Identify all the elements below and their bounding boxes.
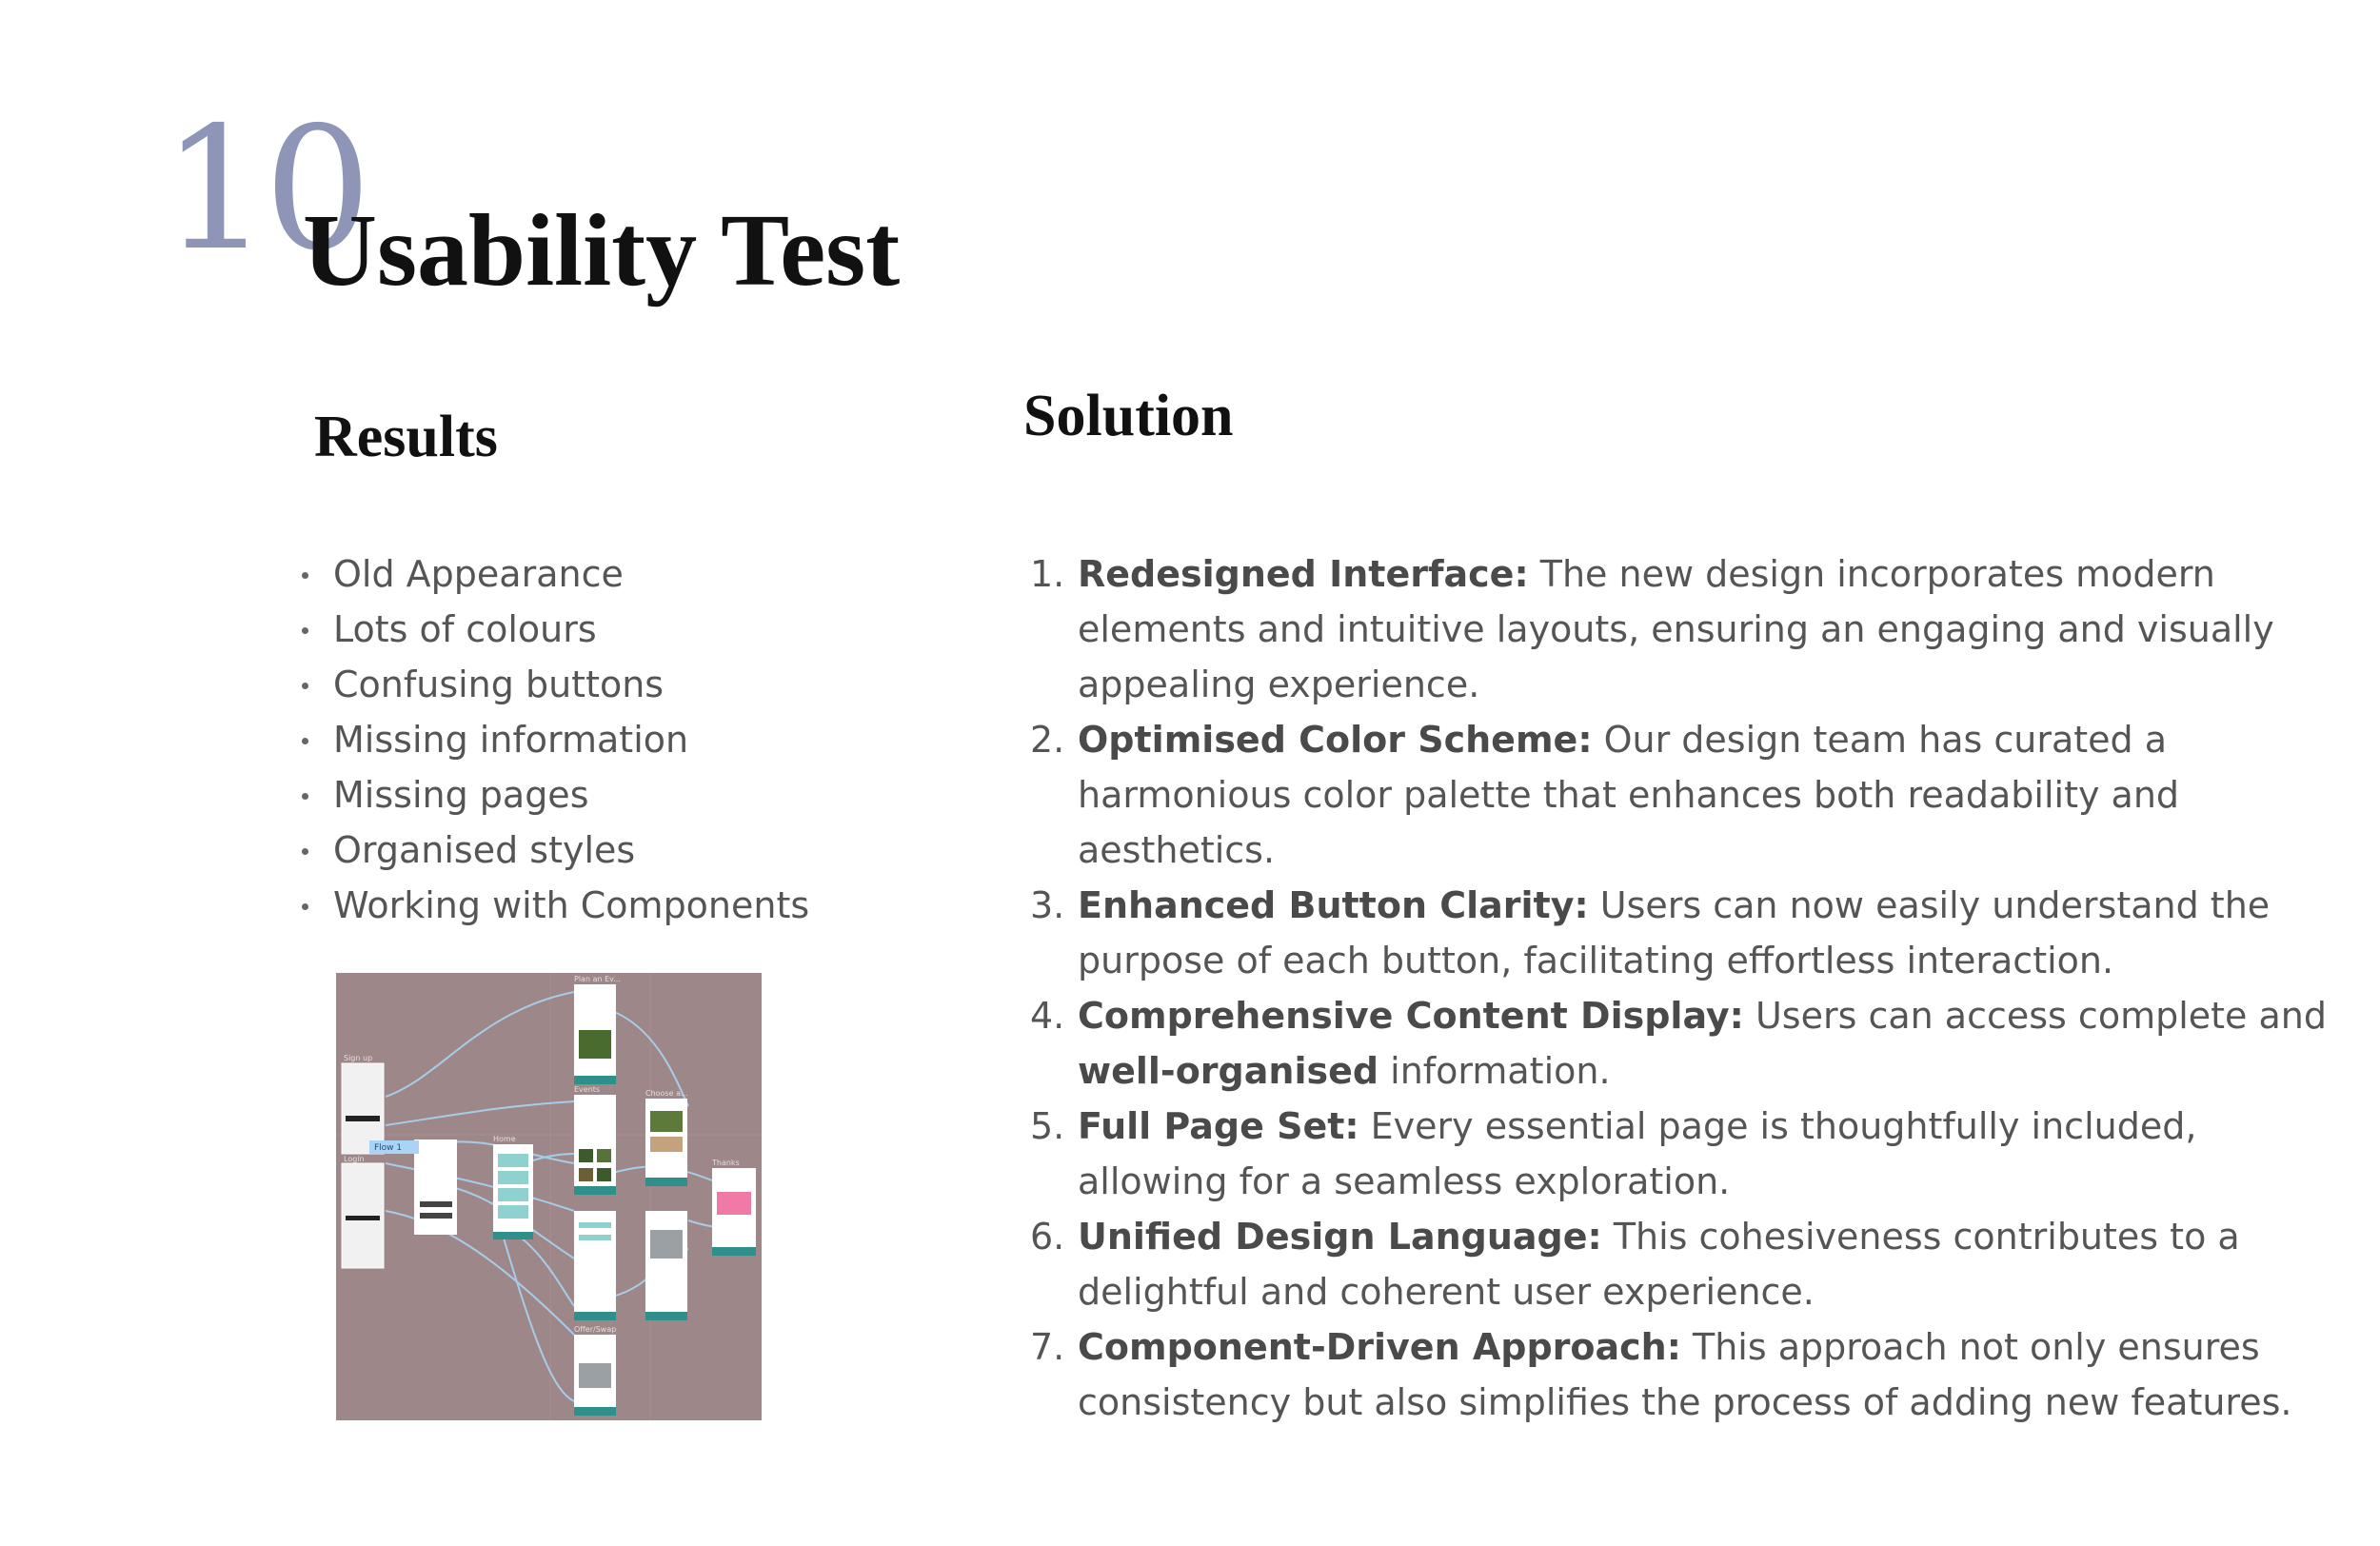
item-number: 2. bbox=[1030, 719, 1065, 761]
item-title: Full Page Set: bbox=[1078, 1105, 1359, 1147]
results-heading: Results bbox=[314, 405, 498, 469]
item-title: Comprehensive Content Display: bbox=[1078, 995, 1744, 1037]
item-number: 1. bbox=[1030, 553, 1065, 595]
results-list bbox=[297, 546, 809, 933]
item-title: Optimised Color Scheme: bbox=[1078, 719, 1593, 761]
list-item bbox=[1030, 1209, 2344, 1319]
item-text: information. bbox=[1378, 1050, 1611, 1092]
frame-product bbox=[645, 1211, 687, 1320]
list-item bbox=[1030, 988, 2344, 1099]
list-item bbox=[1030, 878, 2344, 988]
item-text: Our design team has curated a harmonious color palette that enhances both readability and aesthetics. bbox=[1078, 719, 2180, 871]
item-number: 3. bbox=[1030, 884, 1065, 926]
solution-heading: Solution bbox=[1023, 384, 1234, 448]
item-title: Enhanced Button Clarity: bbox=[1078, 884, 1589, 926]
frame-label: Sign up bbox=[344, 1054, 373, 1062]
item-number: 6. bbox=[1030, 1216, 1065, 1258]
frame-home bbox=[493, 1144, 533, 1239]
frame-label: Offer/Swap bbox=[574, 1325, 617, 1334]
frame-plan-event bbox=[574, 984, 616, 1084]
frame-flow-start bbox=[414, 1140, 457, 1235]
frame-label: Home bbox=[493, 1135, 516, 1143]
list-item bbox=[1030, 546, 2344, 712]
frame-list bbox=[574, 1211, 616, 1320]
item-text: Users can access complete and bbox=[1743, 995, 2327, 1037]
item-emphasis: well-organised bbox=[1078, 1050, 1379, 1092]
list-item: Organised styles bbox=[297, 823, 809, 878]
item-title: Unified Design Language: bbox=[1078, 1216, 1602, 1258]
list-item: Lots of colours bbox=[297, 602, 809, 657]
item-number: 7. bbox=[1030, 1326, 1065, 1368]
item-title: Redesigned Interface: bbox=[1078, 553, 1529, 595]
frame-events bbox=[574, 1095, 616, 1195]
list-item bbox=[1030, 1319, 2344, 1430]
section-number: 10 bbox=[162, 90, 367, 287]
item-text: The new design incorporates modern elements and intuitive layouts, ensuring an engaging and visually appealing experience. bbox=[1078, 553, 2274, 705]
prototype-flow-image bbox=[336, 973, 762, 1420]
item-number: 5. bbox=[1030, 1105, 1065, 1147]
frame-login bbox=[342, 1163, 384, 1268]
frame-label: Choose a... bbox=[645, 1089, 688, 1098]
frame-label: Login bbox=[344, 1155, 365, 1163]
frame-thanks bbox=[712, 1168, 756, 1256]
item-text: This approach not only ensures consistency but also simplifies the process of adding new features. bbox=[1078, 1326, 2292, 1423]
frame-offer-swap bbox=[574, 1335, 616, 1416]
solution-list bbox=[1030, 546, 2344, 1430]
list-item: Missing pages bbox=[297, 767, 809, 823]
list-item: Missing information bbox=[297, 712, 809, 767]
page-title: Usability Test bbox=[303, 194, 901, 307]
item-text: This cohesiveness contributes to a delightful and coherent user experience. bbox=[1078, 1216, 2240, 1313]
list-item: Working with Components bbox=[297, 878, 809, 933]
frame-sign-up bbox=[342, 1063, 384, 1154]
item-text: Users can now easily understand the purpose of each button, facilitating effortless interaction. bbox=[1078, 884, 2271, 981]
frame-choose bbox=[645, 1099, 687, 1186]
item-text: Every essential page is thoughtfully included, allowing for a seamless exploration. bbox=[1078, 1105, 2197, 1202]
frame-label: Thanks bbox=[712, 1159, 740, 1167]
list-item bbox=[1030, 1099, 2344, 1209]
list-item: Confusing buttons bbox=[297, 657, 809, 712]
list-item bbox=[1030, 712, 2344, 878]
frame-label: Plan an Ev... bbox=[574, 975, 621, 983]
list-item: Old Appearance bbox=[297, 546, 809, 602]
flow-label: Flow 1 bbox=[374, 1143, 403, 1153]
item-number: 4. bbox=[1030, 995, 1065, 1037]
item-title: Component-Driven Approach: bbox=[1078, 1326, 1681, 1368]
frame-label: Events bbox=[574, 1085, 601, 1094]
